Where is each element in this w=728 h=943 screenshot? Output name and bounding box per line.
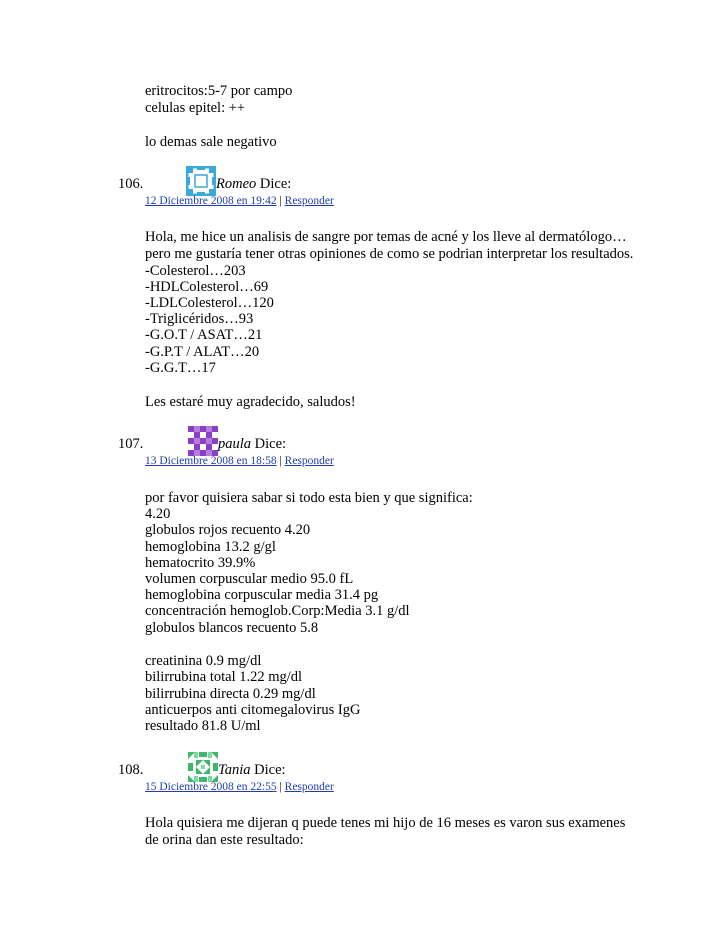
- text-line: -HDLColesterol…69: [145, 279, 269, 295]
- text-line: lo demas sale negativo: [145, 134, 277, 150]
- text-line: Les estaré muy agradecido, saludos!: [145, 394, 356, 410]
- text-line: de orina dan este resultado:: [145, 832, 304, 848]
- identicon-green-pattern-icon: [188, 752, 218, 782]
- comment-number: 106.: [118, 176, 144, 192]
- identicon-blue-frame-icon: [186, 166, 216, 196]
- text-line: -Triglicéridos…93: [145, 311, 254, 327]
- text-line: -Colesterol…203: [145, 263, 246, 279]
- meta-separator: |: [279, 455, 282, 467]
- reply-link[interactable]: Responder: [284, 195, 334, 207]
- reply-link[interactable]: Responder: [284, 455, 334, 467]
- comment-meta: [145, 195, 334, 207]
- text-line: anticuerpos anti citomegalovirus IgG: [145, 702, 361, 718]
- comment-author-line: [218, 436, 286, 453]
- text-line: resultado 81.8 U/ml: [145, 718, 261, 734]
- comment-date-link[interactable]: 13 Diciembre 2008 en 18:58: [145, 455, 277, 467]
- text-line: hemoglobina corpuscular media 31.4 pg: [145, 587, 379, 603]
- comment-header: [118, 166, 638, 207]
- text-line: Hola quisiera me dijeran q puede tenes mi hijo de 16 meses es varon sus examenes: [145, 815, 626, 831]
- comment-meta: [145, 781, 334, 793]
- comment-says: Dice:: [259, 176, 292, 192]
- meta-separator: |: [279, 195, 282, 207]
- text-line: hemoglobina 13.2 g/gl: [145, 539, 276, 555]
- comment-author: Romeo: [216, 176, 257, 192]
- comment-author-line: [218, 762, 286, 779]
- text-line: creatinina 0.9 mg/dl: [145, 653, 262, 669]
- text-line: volumen corpuscular medio 95.0 fL: [145, 571, 354, 587]
- text-line: celulas epitel: ++: [145, 100, 246, 116]
- text-line: -LDLColesterol…120: [145, 295, 274, 311]
- text-line: globulos blancos recuento 5.8: [145, 620, 319, 636]
- text-line: Hola, me hice un analisis de sangre por temas de acné y los lleve al dermatólogo…: [145, 229, 627, 245]
- comment-date-link[interactable]: 15 Diciembre 2008 en 22:55: [145, 781, 277, 793]
- comment-header: [118, 752, 638, 793]
- text-line: bilirrubina total 1.22 mg/dl: [145, 669, 303, 685]
- text-line: globulos rojos recuento 4.20: [145, 522, 311, 538]
- text-line: eritrocitos:5-7 por campo: [145, 83, 293, 99]
- identicon-purple-diamond-icon: [188, 426, 218, 456]
- comment-says: Dice:: [254, 436, 287, 452]
- text-line: 4.20: [145, 506, 171, 522]
- meta-separator: |: [279, 781, 282, 793]
- text-line: concentración hemoglob.Corp:Media 3.1 g/dl: [145, 603, 410, 619]
- text-line: hematocrito 39.9%: [145, 555, 256, 571]
- text-line: -G.O.T / ASAT…21: [145, 327, 263, 343]
- comment-date-link[interactable]: 12 Diciembre 2008 en 19:42: [145, 195, 277, 207]
- text-line: -G.G.T…17: [145, 360, 216, 376]
- text-line: bilirrubina directa 0.29 mg/dl: [145, 686, 316, 702]
- comment-author: Tania: [218, 762, 251, 778]
- text-line: por favor quisiera sabar si todo esta bien y que significa:: [145, 490, 473, 506]
- comment-says: Dice:: [254, 762, 286, 778]
- comment-author: paula: [218, 436, 252, 452]
- comment-meta: [145, 455, 334, 467]
- text-line: -G.P.T / ALAT…20: [145, 344, 260, 360]
- comment-number: 108.: [118, 762, 144, 778]
- comment-number: 107.: [118, 436, 144, 452]
- comment-header: [118, 426, 638, 467]
- text-line: pero me gustaría tener otras opiniones de como se podrian interpretar los resultados.: [145, 246, 634, 262]
- reply-link[interactable]: Responder: [284, 781, 334, 793]
- comment-author-line: [216, 176, 291, 193]
